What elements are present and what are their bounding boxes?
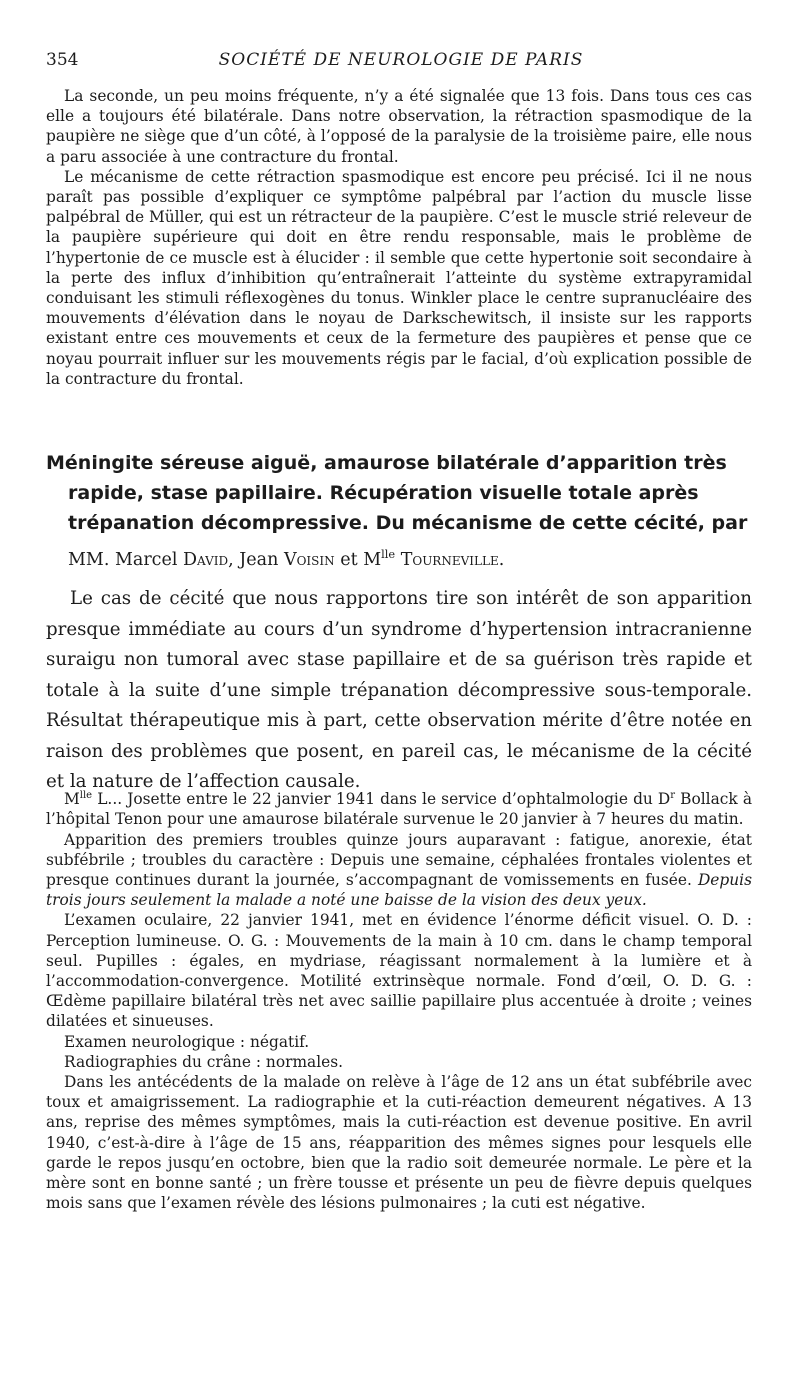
author-first-name: Jean — [239, 549, 279, 570]
author-title-sup: lle — [381, 547, 396, 561]
author-title: M — [363, 549, 382, 570]
observation-text — [46, 786, 752, 1213]
author-name: Voisin — [283, 549, 335, 570]
text: L... Josette entre le 22 janvier 1941 dans le service d’ophtalmologie du D — [97, 790, 671, 809]
conjunction: et — [340, 549, 358, 570]
paragraph — [46, 830, 752, 911]
paragraph: Radiographies du crâne : normales. — [64, 1052, 344, 1071]
paragraph: L’examen oculaire, 22 janvier 1941, met en évidence l’énorme déficit visuel. O. D. : Perception lumineuse. O. G. : Mouvements de la main à 10 cm. dans le champ temporal seul. Pupilles : égales, en mydriase, réagissant normalement à la lumière et à l’accommodation-convergence. Motilité extrinsèque normale. Fond d’œil, O. D. G. : Œdème papillaire bilatéral très net avec saillie papillaire plus accentuée à droite ; veines dilatées et sinueuses. — [46, 911, 752, 1031]
text: Bollack à l’hôpital Tenon pour une amaurose bilatérale survenue le 20 janvier à 7 heures du matin. — [46, 790, 752, 829]
continuation-text — [46, 86, 752, 389]
paragraph: Le mécanisme de cette rétraction spasmodique est encore peu précisé. Ici il ne nous paraît pas possible d’expliquer ce symptôme palpébral par l’action du muscle lisse palpébral de Müller, qui est un rétracteur de la paupière. C’est le muscle strié releveur de la paupière supérieure qui doit en être rendu responsable, mais le problème de l’hypertonie de ce muscle est à élucider : il semble que cette hypertonie soit secondaire à la perte des influx d’inhibition qu’entraînerait l’atteinte du système extrapyramidal conduisant les stimuli réflexogènes du tonus. Winkler place le centre supranucléaire des mouvements d’élévation dans le noyau de Darkschewitsch, il insiste sur les rapports existant entre ces mouvements et ceux de la fermeture des paupières et pense que ce noyau pourrait influer sur les mouvements régis par le facial, d’où explication possible de la contracture du frontal. — [46, 167, 752, 388]
article-title — [46, 448, 752, 575]
page-header — [46, 50, 756, 74]
abstract-text: Le cas de cécité que nous rapportons tire son intérêt de son apparition presque immédiate au cours d’un syndrome d’hypertension intracranienne suraigu non tumoral avec stase papillaire et de sa guérison très rapide et totale à la suite d’une simple trépanation décompressive sous-temporale. Résultat thérapeutique mis à part, cette observation mérite d’être notée en raison des problèmes que posent, en pareil cas, le mécanisme de la cécité et la nature de l’affection causale. — [46, 588, 752, 792]
paragraph: La seconde, un peu moins fréquente, n’y a été signalée que 13 fois. Dans tous ces cas elle a toujours été bilatérale. Dans notre observation, la rétraction spasmodique de la paupière ne siège que d’un côté, à l’opposé de la paralysie de la troisième paire, elle nous a paru associée à une contracture du frontal. — [46, 87, 752, 166]
author-name: Tourneville. — [400, 549, 505, 570]
abstract — [46, 584, 752, 798]
paragraph — [46, 786, 752, 830]
text-sup: r — [670, 790, 676, 801]
title-text: Méningite séreuse aiguë, amaurose bilatérale d’apparition très rapide, stase papillaire. Récupération visuelle totale après trépanation décompressive. Du mécanisme de cette cécité, par — [46, 452, 748, 534]
authors-prefix: MM. Marcel — [68, 549, 178, 570]
article-heading — [46, 448, 752, 575]
paragraph: Examen neurologique : négatif. — [64, 1032, 310, 1051]
paragraph: Dans les antécédents de la malade on relève à l’âge de 12 ans un état subfébrile avec toux et amaigrissement. La radiographie et la cuti-réaction demeurent négatives. A 13 ans, reprise des mêmes symptômes, mais la cuti-réaction est devenue positive. En avril 1940, c’est-à-dire à l’âge de 15 ans, réapparition des mêmes signes pour lesquels elle garde le repos jusqu’en octobre, bien que la radio soit demeurée normale. Le père et la mère sont en bonne santé ; un frère tousse et présente un peu de fièvre depuis quelques mois sans que l’examen révèle des lésions pulmonaires ; la cuti est négative. — [46, 1072, 752, 1213]
author-name: David — [183, 549, 229, 570]
text: Apparition des premiers troubles quinze jours auparavant : fatigue, anorexie, état subfébrile ; troubles du caractère : Depuis une semaine, céphalées frontales violentes et presque continues durant la journée, s’accompagnant de vomissements en fusée. — [46, 830, 752, 889]
authors-line: MM. Marcel David, Jean Voisin et $M^{lle}$ Tourneville. — [68, 547, 505, 570]
italic-text: Depuis trois jours seulement la malade a noté une baisse de la vision des deux yeux. — [46, 870, 752, 910]
page-number: 354 — [46, 50, 79, 70]
patient-title: M — [64, 790, 80, 809]
running-head: SOCIÉTÉ DE NEUROLOGIE DE PARIS — [218, 50, 584, 70]
patient-title-sup: lle — [79, 790, 93, 801]
